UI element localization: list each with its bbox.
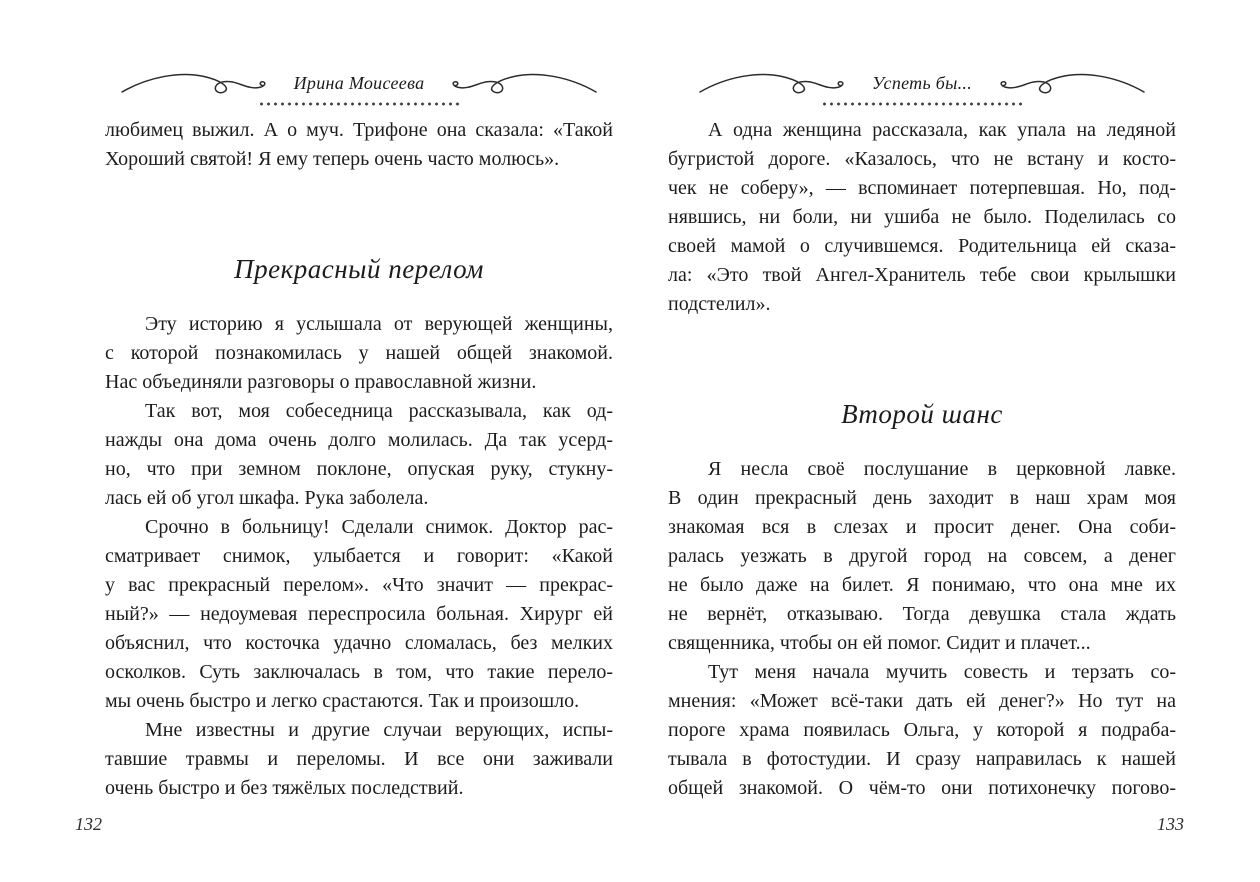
text-line: Нас объединяли разговоры о православной жизни. [105,371,537,393]
page-body [668,116,1176,803]
text-line: не было даже на билет. Я понимаю, что она мне их [668,574,1176,596]
text-line: ралась уезжать в другой город на совсем, а денег [668,545,1176,567]
text-line: Я несла своё послушание в церковной лавке. [708,458,1176,480]
page-132 [75,0,613,882]
page-number: 133 [1157,814,1184,834]
text-line: Срочно в больницу! Сделали снимок. Доктор рас- [145,516,613,538]
text-line: Так вот, моя собеседница рассказывала, как од- [145,400,613,422]
paragraph [668,116,1176,319]
paragraph [668,455,1176,658]
text-line: объяснил, что косточка удачно сломалась, без мелких [105,632,613,654]
text-line: тывала в фотостудии. И сразу направилась к нашей [668,748,1176,770]
text-line: нявшись, ни боли, ни ушиба не было. Поделилась со [668,206,1176,228]
paragraph [105,116,613,174]
text-line: ный?» — недоумевая переспросила больная. Хирург ей [105,603,613,625]
text-line: Хороший святой! Я ему теперь очень часто молюсь». [105,148,560,170]
text-line: пороге храма появилась Ольга, у которой я подраба- [668,719,1176,741]
text-line: не вернёт, отказываю. Тогда девушка стала ждать [668,603,1176,625]
page-number: 132 [75,814,102,834]
page-body [105,116,613,803]
dotted-rule [258,102,460,106]
paragraph [668,658,1176,803]
paragraph [105,716,613,803]
flourish-ornament-icon [698,68,848,98]
text-line: с которой познакомилась у нашей общей знакомой. [105,342,613,364]
page-133 [668,0,1184,882]
text-line: очень быстро и без тяжёлых последствий. [105,777,464,799]
flourish-ornament-icon [448,68,598,98]
text-line: священника, чтобы он ей помог. Сидит и плачет... [668,632,1091,654]
running-head-row [668,66,1176,100]
paragraph [105,513,613,716]
text-line: мы очень быстро и легко срастаются. Так и произошло. [105,690,580,712]
text-line: тавшие травмы и переломы. И все они заживали [105,748,613,770]
text-line: чек не соберу», — вспоминает потерпевшая. Но, под- [668,177,1176,199]
running-head: Ирина Моисеева [293,72,425,93]
text-line: нажды она дома очень долго молилась. Да так усерд- [105,429,613,451]
section-title: Прекрасный перелом [234,254,484,284]
text-line: Эту историю я услышала от верующей женщины, [145,313,613,335]
text-line: Тут меня начала мучить совесть и терзать со- [708,661,1176,683]
dotted-rule [821,102,1023,106]
text-line: мнения: «Может всё-таки дать ей денег?» Но тут на [668,690,1176,712]
text-line: бугристой дороге. «Казалось, что не встану и косто- [668,148,1176,170]
text-line: Мне известны и другие случаи верующих, испы- [145,719,613,741]
text-line: лась ей об угол шкафа. Рука заболела. [105,487,429,509]
text-line: но, что при земном поклоне, опуская руку, стукну- [105,458,613,480]
running-head-row [105,66,613,100]
running-head: Успеть бы... [871,72,973,93]
text-line: осколков. Суть заключалась в том, что такие перело- [105,661,613,683]
text-line: своей мамой о случившемся. Родительница ей сказа- [668,235,1176,257]
text-line: у вас прекрасный перелом». «Что значит — прекрас- [105,574,613,596]
text-line: сматривает снимок, улыбается и говорит: «Какой [105,545,613,567]
flourish-ornament-icon [120,68,270,98]
text-line: знакомая вся в слезах и просит денег. Она соби- [668,516,1176,538]
text-line: любимец выжил. А о муч. Трифоне она сказала: «Такой [105,119,613,141]
paragraph [105,310,613,397]
section-title: Второй шанс [841,399,1003,429]
text-line: общей знакомой. О чём-то они потихонечку погово- [668,777,1176,799]
text-line: подстелил». [668,293,771,315]
text-line: В один прекрасный день заходит в наш храм моя [668,487,1176,509]
text-line: ла: «Это твой Ангел-Хранитель тебе свои крылышки [668,264,1176,286]
paragraph [105,397,613,513]
text-line: А одна женщина рассказала, как упала на ледяной [708,119,1176,141]
flourish-ornament-icon [996,68,1146,98]
